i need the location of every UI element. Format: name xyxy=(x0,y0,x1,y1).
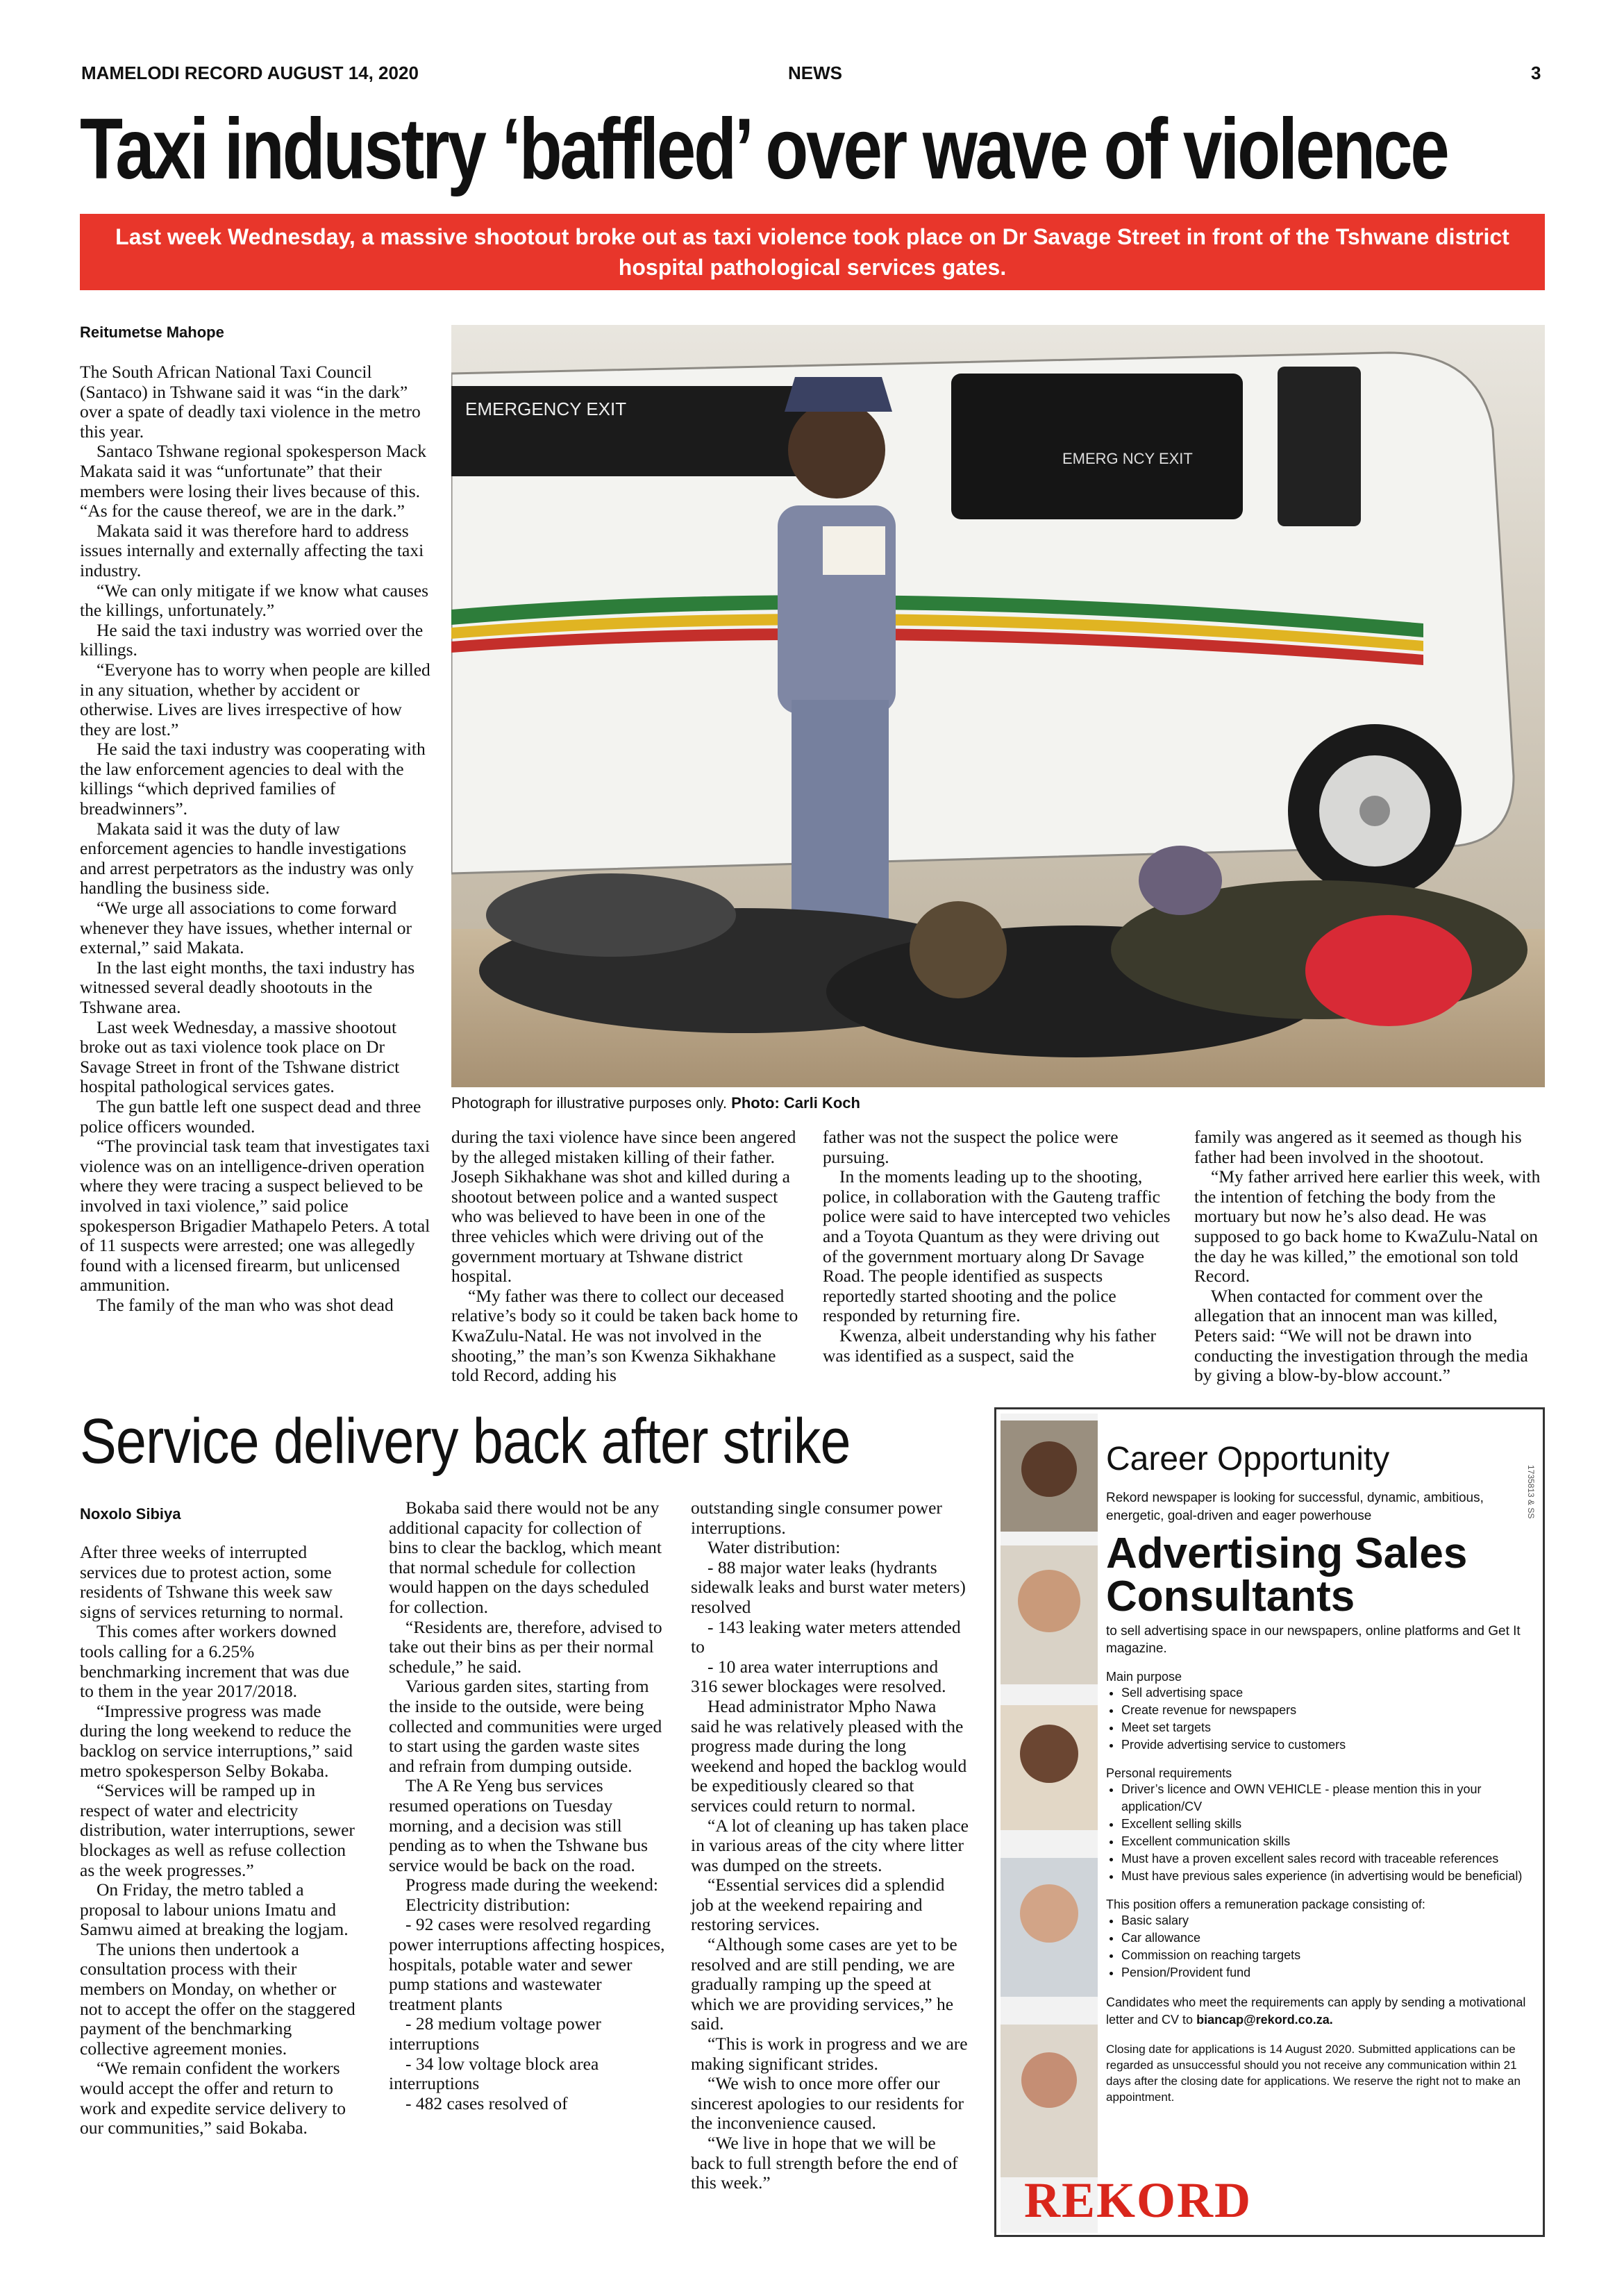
ad-role: Advertising Sales Consultants xyxy=(1106,1530,1468,1620)
ad-reference-code: 1735813 & SS xyxy=(1526,1465,1536,1519)
paragraph: In the moments leading up to the shooting, police, in collaboration with the Gauteng traffic police were said to have intercepted two vehicles and a Toyota Quantum as they were driving out of the government mortuary along Dr Savage Road. The people identified as suspects reportedly started shooting and the police responded by returning fire. xyxy=(823,1166,1171,1326)
paragraph: In the last eight months, the taxi industry has witnessed several deadly shootouts in the Tshwane area. xyxy=(80,957,415,1017)
ad-list-item: • Basic salary xyxy=(1121,1912,1537,1929)
photo-caption-text: Photograph for illustrative purposes only. xyxy=(451,1094,728,1112)
paragraph: “We remain confident the workers would accept the offer and return to work and expedite service delivery to our communities,” said Bokaba. xyxy=(80,2058,346,2138)
headline-service-delivery: Service delivery back after strike xyxy=(80,1406,851,1477)
paragraph: “My father arrived here earlier this week, with the intention of fetching the body from the mortuary but now he’s also dead. He was supposed to go back home to KwaZulu-Natal on the day he was killed,” the emotional son told Record. xyxy=(1194,1166,1541,1287)
story2-column-2 xyxy=(389,1498,667,2113)
story1-column-1 xyxy=(80,362,430,1316)
paragraph: - 10 area water interruptions and 316 sewer blockages were resolved. xyxy=(691,1656,946,1697)
career-opportunity-ad xyxy=(994,1407,1545,2237)
paragraph: The unions then undertook a consultation process with their members on Monday, on whether or not to accept the offer on the staggered payment of the benchmarking collective agreement monies. xyxy=(80,1938,355,2059)
paragraph: “Everyone has to worry when people are killed in any situation, whether by accident or otherwise. Lives are lives irrespective of how they are lost.” xyxy=(80,659,430,739)
paragraph: Santaco Tshwane regional spokesperson Mack Makata said it was “unfortunate” that their members were losing their lives because of this. “As for the cause thereof, we are in the dark.” xyxy=(80,441,427,521)
photo-credit: Photo: Carli Koch xyxy=(731,1094,860,1112)
ad-apply xyxy=(1106,1994,1537,2029)
paragraph: After three weeks of interrupted services due to protest action, some residents of Tshwane this week saw signs of services returning to normal. xyxy=(80,1542,344,1622)
story1-column-2 xyxy=(451,1128,802,1386)
paragraph: “This is work in progress and we are making significant strides. xyxy=(691,2034,968,2074)
paragraph: “Impressive progress was made during the long weekend to reduce the backlog on service interruptions,” said metro spokesperson Selby Bokaba. xyxy=(80,1700,353,1781)
folio-section: NEWS xyxy=(788,62,842,83)
paragraph: - 88 major water leaks (hydrants sidewalk leaks and burst water meters) resolved xyxy=(691,1557,966,1617)
paragraph: He said the taxi industry was worried over the killings. xyxy=(80,619,424,660)
paragraph: “Residents are, therefore, advised to take out their bins as per their normal schedule,” he said. xyxy=(389,1616,662,1677)
rekord-logo: REKORD xyxy=(1024,2172,1253,2228)
paragraph: outstanding single consumer power interruptions. xyxy=(691,1498,942,1538)
folio-publication-date: MAMELODI RECORD AUGUST 14, 2020 xyxy=(81,62,419,83)
paragraph: Various garden sites, starting from the inside to the outside, were being collected and communities were urged to start using the garden waste sites and refrain from dumping outside. xyxy=(389,1676,662,1776)
paragraph: “A lot of cleaning up has taken place in various areas of the city where litter was dumped on the streets. xyxy=(691,1815,969,1875)
ad-purpose-list xyxy=(1106,1684,1537,1754)
paragraph: Makata said it was the duty of law enforcement agencies to handle investigations and arrest perpetrators as the industry was only handling the business side. xyxy=(80,818,414,898)
ad-intro: Rekord newspaper is looking for successful, dynamic, ambitious, energetic, goal-driven and eager powerhouse xyxy=(1106,1491,1484,1523)
paragraph: Bokaba said there would not be any additional capacity for collection of bins to clear the backlog, which meant that normal schedule for collection would happen on the days scheduled for collection. xyxy=(389,1498,662,1617)
ad-list-item: • Driver’s licence and OWN VEHICLE - please mention this in your application/CV xyxy=(1121,1781,1537,1816)
paragraph: during the taxi violence have since been angered by the alleged mistaken killing of their father. Joseph Sikhakhane was shot and killed during a shootout between police and a wanted suspect who was believed to have been in one of the three vehicles which were driving out of the government mortuary at Tshwane district hospital. xyxy=(451,1127,796,1287)
news-photo-taxi-scene xyxy=(451,325,1545,1087)
paragraph: father was not the suspect the police were pursuing. xyxy=(823,1127,1119,1167)
ad-photo-strip xyxy=(1001,1414,1098,2233)
standfirst-text: Last week Wednesday, a massive shootout broke out as taxi violence took place on Dr Savage Street in front of the Tshwane district hospital pathological services gates. xyxy=(115,224,1509,280)
ad-package-heading: This position offers a remuneration package consisting of: xyxy=(1106,1897,1425,1911)
paragraph: On Friday, the metro tabled a proposal to labour unions Imatu and Samwu aimed at breaking the logjam. xyxy=(80,1879,349,1940)
paragraph: “Services will be ramped up in respect of water and electricity distribution, water interruptions, sewer blockages as well as refuse collection as the week progresses.” xyxy=(80,1780,355,1880)
ad-requirements-list xyxy=(1106,1781,1537,1885)
van-sign-exit: EMERGENCY EXIT xyxy=(465,399,627,419)
paragraph: Last week Wednesday, a massive shootout broke out as taxi violence took place on Dr Savage Street in front of the Tshwane district hospital pathological services gates. xyxy=(80,1016,400,1097)
paragraph: “My father was there to collect our deceased relative’s body so it could be taken back home to KwaZulu-Natal. He was not involved in the shooting,” the man’s son Kwenza Sikhakhane told Record, adding his xyxy=(451,1285,798,1386)
byline-story1: Reitumetse Mahope xyxy=(80,324,224,341)
paragraph: “We urge all associations to come forward whenever they have issues, whether internal or external,” said Makata. xyxy=(80,898,412,958)
ad-list-item: • Pension/Provident fund xyxy=(1121,1964,1537,1981)
paragraph: Progress made during the weekend: xyxy=(405,1875,658,1895)
photo-illustration xyxy=(451,325,1545,1087)
folio-page-number: 3 xyxy=(1531,62,1541,83)
ad-list-item: • Meet set targets xyxy=(1121,1719,1537,1736)
paragraph: When contacted for comment over the allegation that an innocent man was killed, Peters said: “We will not be drawn into conducting the investigation through the media by giving a blow-by-blow account.” xyxy=(1194,1285,1528,1386)
paragraph: Makata said it was therefore hard to address issues internally and externally affecting the taxi industry. xyxy=(80,520,424,580)
paragraph: “We wish to once more offer our sincerest apologies to our residents for the inconvenience caused. xyxy=(691,2073,964,2134)
story1-column-3 xyxy=(823,1128,1173,1366)
van-sign-emergency: EMERG NCY EXIT xyxy=(1062,450,1193,467)
paragraph: - 92 cases were resolved regarding power interruptions affecting hospices, hospitals, potable water and sewer pump stations and wastewater treatment plants xyxy=(389,1914,665,2014)
story2-column-1 xyxy=(80,1543,358,2138)
ad-closing-note: Closing date for applications is 14 August 2020. Submitted applications can be regarded as unsuccessful should you not receive any communication within 21 days after the closing date for applications. We reserve the right not to make an appointment. xyxy=(1106,2043,1521,2104)
ad-body xyxy=(1106,1414,1537,2105)
paragraph: Water distribution: xyxy=(708,1537,841,1558)
ad-list-item: • Create revenue for newspapers xyxy=(1121,1702,1537,1719)
ad-list-item: • Must have previous sales experience (in advertising would be beneficial) xyxy=(1121,1868,1537,1885)
paragraph: This comes after workers downed tools calling for a 6.25% benchmarking increment that was due to them in the year 2017/2018. xyxy=(80,1621,350,1702)
ad-list-item: • Excellent selling skills xyxy=(1121,1816,1537,1833)
ad-purpose-heading: Main purpose xyxy=(1106,1670,1182,1684)
paragraph: The gun battle left one suspect dead and three police officers wounded. xyxy=(80,1096,421,1137)
photo-caption xyxy=(451,1094,860,1112)
ad-apply-email[interactable]: biancap@rekord.co.za. xyxy=(1196,2013,1333,2027)
paragraph: Head administrator Mpho Nawa said he was relatively pleased with the progress made during the long weekend and hoped the backlog would be expeditiously cleared so that services could return to normal. xyxy=(691,1695,967,1816)
paragraph: Electricity distribution: xyxy=(405,1894,571,1915)
ad-list-item: • Sell advertising space xyxy=(1121,1684,1537,1702)
paragraph: - 34 low voltage block area interruptions xyxy=(389,2053,599,2094)
byline-story2: Noxolo Sibiya xyxy=(80,1505,181,1523)
paragraph: family was angered as it seemed as though his father had been involved in the shootout. xyxy=(1194,1127,1522,1167)
paragraph: “The provincial task team that investigates taxi violence was on an intelligence-driven operation where they were tracing a suspect believed to be involved in taxi violence,” said police spokesperson Brigadier Mathapelo Peters. A total of 11 suspects were arrested; one was allegedly found with a licensed firearm, but unlicensed ammunition. xyxy=(80,1136,430,1296)
headline-taxi-violence: Taxi industry ‘baffled’ over wave of violence xyxy=(80,101,1448,197)
ad-package-list xyxy=(1106,1912,1537,1981)
ad-apply-text: Candidates who meet the requirements can apply by sending a motivational letter and CV to xyxy=(1106,1995,1526,2027)
paragraph: - 28 medium voltage power interruptions xyxy=(389,2013,601,2054)
story2-column-3 xyxy=(691,1498,969,2193)
paragraph: “Essential services did a splendid job at the weekend repairing and restoring services. xyxy=(691,1875,945,1935)
ad-title: Career Opportunity xyxy=(1106,1441,1390,1477)
story1-column-4 xyxy=(1194,1128,1545,1386)
ad-role-subtitle: to sell advertising space in our newspapers, online platforms and Get It magazine. xyxy=(1106,1624,1521,1656)
ad-requirements-heading: Personal requirements xyxy=(1106,1766,1232,1780)
paragraph: Kwenza, albeit understanding why his father was identified as a suspect, said the xyxy=(823,1325,1157,1366)
paragraph: The family of the man who was shot dead xyxy=(97,1294,394,1315)
paragraph: “We live in hope that we will be back to full strength before the end of this week.” xyxy=(691,2133,958,2193)
paragraph: The South African National Taxi Council (Santaco) in Tshwane said it was “in the dark” over a spate of deadly taxi violence in the metro this year. xyxy=(80,362,421,442)
ad-list-item: • Excellent communication skills xyxy=(1121,1833,1537,1850)
paragraph: He said the taxi industry was cooperating with the law enforcement agencies to deal with the killings “which deprived families of breadwinners”. xyxy=(80,739,426,819)
ad-list-item: • Commission on reaching targets xyxy=(1121,1947,1537,1964)
ad-list-item: • Provide advertising service to customers xyxy=(1121,1736,1537,1754)
paragraph: “Although some cases are yet to be resolved and are still pending, we are gradually ramping up the speed at which we are providing services,” he said. xyxy=(691,1934,957,2034)
ad-list-item: • Car allowance xyxy=(1121,1929,1537,1947)
paragraph: - 482 cases resolved of xyxy=(405,2093,568,2113)
paragraph: - 143 leaking water meters attended to xyxy=(691,1616,961,1657)
ad-list-item: • Must have a proven excellent sales record with traceable references xyxy=(1121,1850,1537,1868)
paragraph: “We can only mitigate if we know what causes the killings, unfortunately.” xyxy=(80,580,429,621)
paragraph: The A Re Yeng bus services resumed operations on Tuesday morning, and a decision was still pending as to when the Tshwane bus service would be back on the road. xyxy=(389,1775,648,1875)
standfirst-banner xyxy=(80,214,1545,290)
